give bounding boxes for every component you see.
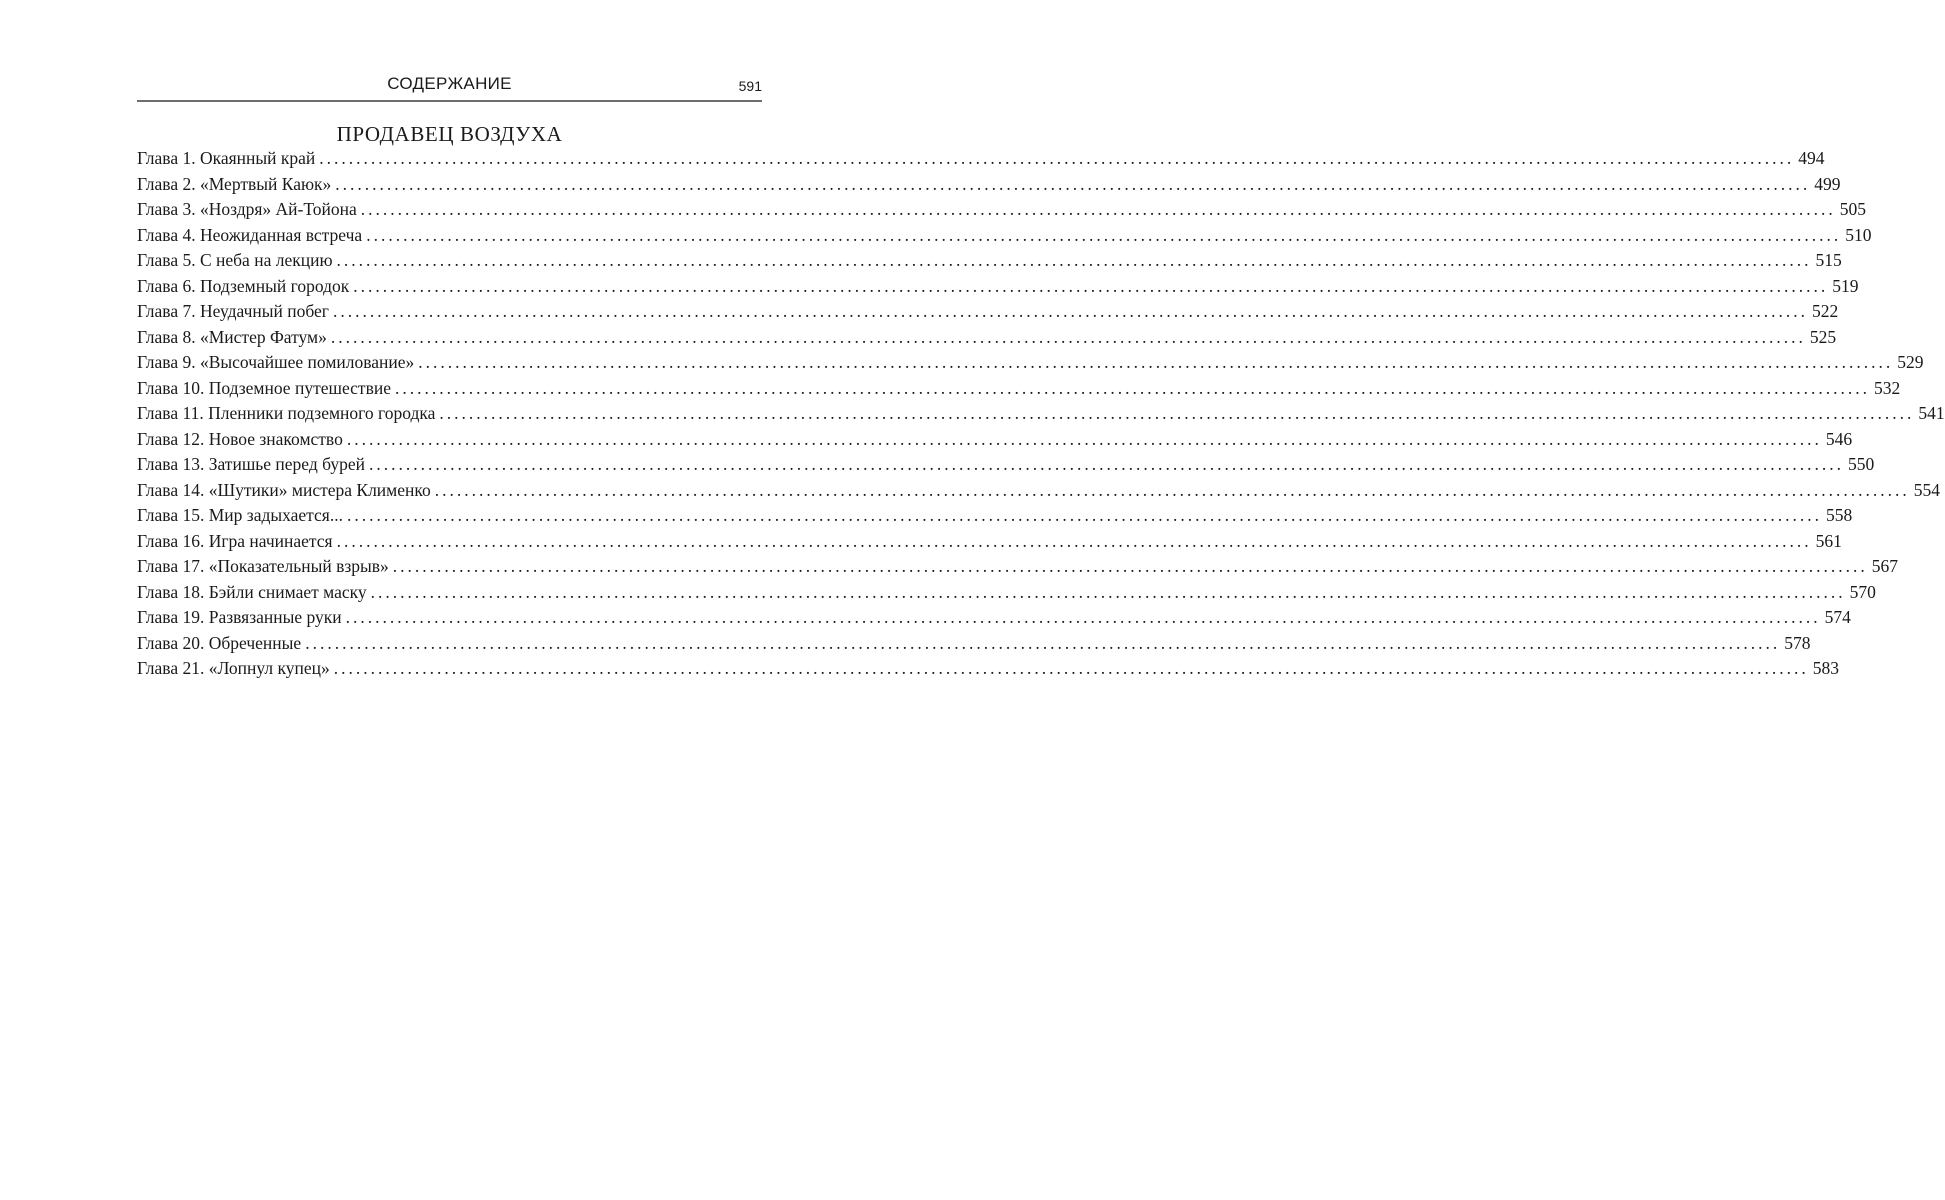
toc-entry <box>137 452 1875 478</box>
running-title: СОДЕРЖАНИЕ <box>387 74 512 93</box>
toc-entry-title: Глава 13. Затишье перед бурей <box>137 454 365 474</box>
toc-entry <box>137 631 1811 657</box>
toc-entry-page: 525 <box>1809 326 1837 347</box>
toc-entry-page: 561 <box>1815 530 1842 551</box>
toc-dot-leader: ........................................................................................................................................................................................................ <box>330 326 1806 347</box>
toc-entry-title: Глава 12. Новое знакомство <box>137 428 343 449</box>
toc-entry <box>137 172 1841 198</box>
toc-dot-leader: ........................................................................................................................................................................................................ <box>370 581 1846 602</box>
toc-dot-leader: ........................................................................................................................................................................................................ <box>346 428 1822 449</box>
toc-entry-title: Глава 2. «Мертвый Каюк» <box>137 173 332 194</box>
toc-entry-page: 494 <box>1798 148 1825 168</box>
toc-entry <box>137 478 1940 504</box>
toc-entry <box>137 197 1866 223</box>
toc-entry-title: Глава 3. «Ноздря» Ай-Тойона <box>137 199 357 219</box>
toc-dot-leader: ........................................................................................................................................................................................................ <box>336 250 1812 270</box>
toc-entry <box>137 427 1853 453</box>
toc-entry-title: Глава 11. Пленники подземного городка <box>137 403 436 423</box>
toc-entry-title: Глава 7. Неудачный побег <box>137 301 329 321</box>
toc-entry-page: 532 <box>1873 377 1901 398</box>
page-number: 591 <box>738 78 762 94</box>
toc-entry-page: 558 <box>1825 505 1853 525</box>
toc-entry-page: 574 <box>1824 607 1851 627</box>
toc-entry-title: Глава 4. Неожиданная встреча <box>137 224 363 245</box>
toc-dot-leader: ........................................................................................................................................................................................................ <box>319 148 1795 168</box>
toc-dot-leader: ........................................................................................................................................................................................................ <box>353 275 1829 296</box>
toc-dot-leader: ........................................................................................................................................................................................................ <box>305 632 1781 653</box>
toc-entry-title: Глава 20. Обреченные <box>137 632 302 653</box>
table-of-contents <box>137 146 1945 682</box>
toc-entry-page: 567 <box>1871 556 1899 576</box>
toc-entry <box>137 401 1945 427</box>
toc-entry-page: 583 <box>1812 658 1839 678</box>
toc-entry <box>137 146 1825 172</box>
toc-entry <box>137 554 1899 580</box>
toc-entry <box>137 605 1851 631</box>
toc-entry <box>137 376 1901 402</box>
toc-entry-title: Глава 18. Бэйли снимает маску <box>137 581 367 602</box>
toc-dot-leader: ........................................................................................................................................................................................................ <box>439 403 1915 423</box>
toc-dot-leader: ........................................................................................................................................................................................................ <box>345 607 1821 627</box>
toc-entry <box>137 503 1853 529</box>
toc-entry-title: Глава 17. «Показательный взрыв» <box>137 556 389 576</box>
toc-entry-title: Глава 10. Подземное путешествие <box>137 377 391 398</box>
toc-entry <box>137 350 1924 376</box>
toc-entry <box>137 325 1837 351</box>
toc-dot-leader: ........................................................................................................................................................................................................ <box>333 658 1809 678</box>
toc-dot-leader: ........................................................................................................................................................................................................ <box>418 352 1894 372</box>
toc-entry-page: 519 <box>1832 275 1859 296</box>
toc-dot-leader: ........................................................................................................................................................................................................ <box>335 173 1811 194</box>
section-title: ПРОДАВЕЦ ВОЗДУХА <box>336 122 563 146</box>
toc-entry-page: 515 <box>1815 250 1842 270</box>
toc-entry <box>137 580 1876 606</box>
toc-entry-page: 550 <box>1848 454 1875 474</box>
toc-entry-title: Глава 19. Развязанные руки <box>137 607 342 627</box>
toc-dot-leader: ........................................................................................................................................................................................................ <box>434 479 1910 500</box>
toc-dot-leader: ........................................................................................................................................................................................................ <box>346 505 1822 525</box>
toc-entry <box>137 248 1842 274</box>
toc-dot-leader: ........................................................................................................................................................................................................ <box>369 454 1844 474</box>
toc-entry-page: 546 <box>1825 428 1853 449</box>
toc-entry-title: Глава 14. «Шутики» мистера Клименко <box>137 479 431 500</box>
toc-entry <box>137 529 1842 555</box>
toc-entry <box>137 223 1872 249</box>
toc-entry-page: 578 <box>1784 632 1811 653</box>
toc-entry-page: 541 <box>1918 403 1945 423</box>
toc-entry-title: Глава 1. Окаянный край <box>137 148 316 168</box>
toc-entry-title: Глава 15. Мир задыхается... <box>137 505 343 525</box>
toc-entry <box>137 299 1839 325</box>
toc-entry-title: Глава 5. С неба на лекцию <box>137 250 333 270</box>
toc-dot-leader: ........................................................................................................................................................................................................ <box>366 224 1842 245</box>
toc-entry-title: Глава 21. «Лопнул купец» <box>137 658 330 678</box>
toc-entry-page: 505 <box>1839 199 1866 219</box>
toc-entry-page: 570 <box>1849 581 1876 602</box>
toc-dot-leader: ........................................................................................................................................................................................................ <box>392 556 1868 576</box>
toc-entry-title: Глава 16. Игра начинается <box>137 530 333 551</box>
toc-entry-title: Глава 6. Подземный городок <box>137 275 350 296</box>
toc-dot-leader: ........................................................................................................................................................................................................ <box>332 301 1808 321</box>
toc-entry-page: 529 <box>1897 352 1924 372</box>
toc-entry-page: 554 <box>1913 479 1940 500</box>
toc-dot-leader: ........................................................................................................................................................................................................ <box>394 377 1870 398</box>
toc-entry-title: Глава 8. «Мистер Фатум» <box>137 326 327 347</box>
toc-entry-page: 522 <box>1811 301 1839 321</box>
toc-entry-title: Глава 9. «Высочайшее помилование» <box>137 352 415 372</box>
toc-dot-leader: ........................................................................................................................................................................................................ <box>360 199 1836 219</box>
toc-entry-page: 510 <box>1845 224 1872 245</box>
toc-entry <box>137 656 1839 682</box>
toc-dot-leader: ........................................................................................................................................................................................................ <box>336 530 1812 551</box>
toc-entry-page: 499 <box>1814 173 1841 194</box>
toc-entry <box>137 274 1859 300</box>
running-head <box>137 72 762 102</box>
